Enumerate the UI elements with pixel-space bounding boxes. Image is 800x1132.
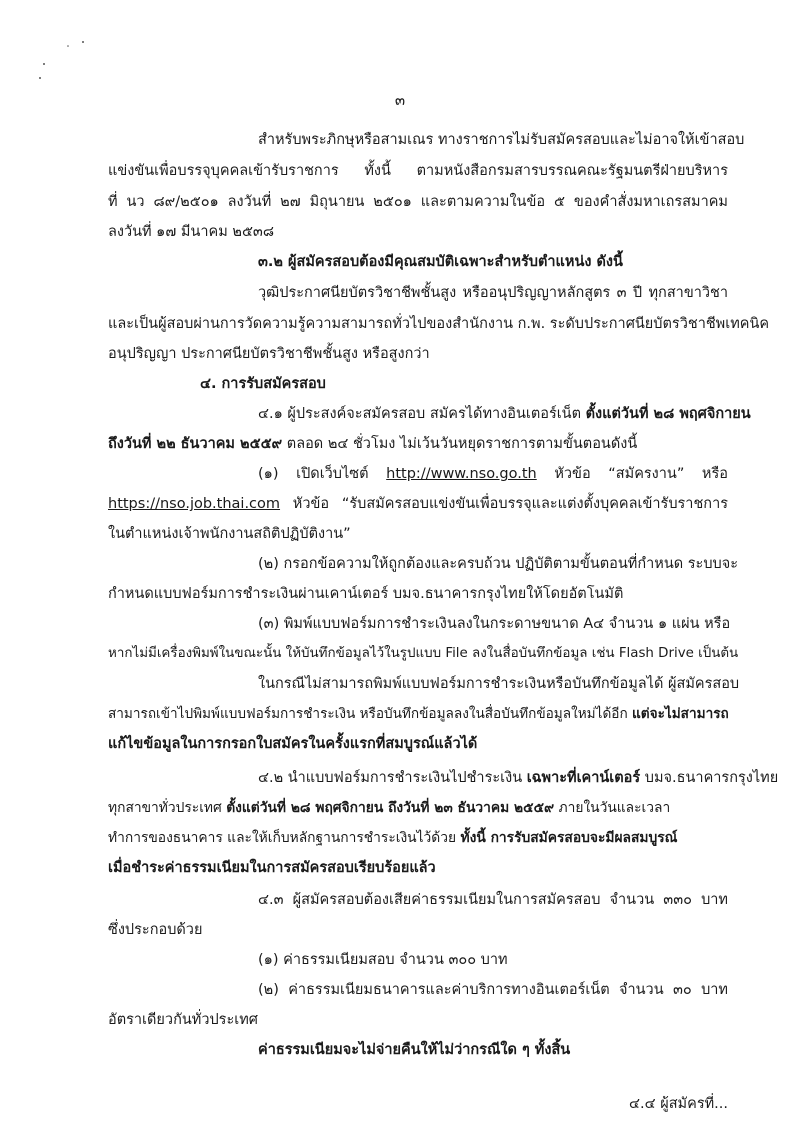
section-3-2-line-1: วุฒิประกาศนียบัตรวิชาชีพชั้นสูง หรืออนุปริญญาหลักสูตร ๓ ปี ทุกสาขาวิชา (258, 285, 728, 301)
nso-website-link[interactable]: http://www.nso.go.th (386, 466, 537, 482)
intro-line-4: ลงวันที่ ๑๗ มีนาคม ๒๕๓๘ (108, 224, 275, 240)
p41-line-1 (258, 404, 751, 424)
p41-step-1-line-3: ในตำแหน่งเจ้าพนักงานสถิติปฏิบัติงาน” (108, 526, 351, 542)
p41-step-1-line-1 (258, 464, 728, 484)
p43-line-2: ซึ่งประกอบด้วย (108, 922, 203, 938)
section-3-2-heading: ๓.๒ ผู้สมัครสอบต้องมีคุณสมบัติเฉพาะสำหรับตำแหน่ง ดังนี้ (258, 254, 623, 270)
p43-line-1: ๔.๓ ผู้สมัครสอบต้องเสียค่าธรรมเนียมในการสมัครสอบ จำนวน ๓๓๐ บาท (258, 892, 728, 908)
p42-line-1 (258, 768, 779, 788)
p43-fee-item-1: (๑) ค่าธรรมเนียมสอบ จำนวน ๓๐๐ บาท (258, 952, 508, 968)
p41-step-1-text: (๑) เปิดเว็บไซต์ (258, 466, 369, 482)
p42-condition: ทั้งนี้ การรับสมัครสอบจะมีผลสมบูรณ์ (460, 830, 678, 846)
p41-step-3-line-1: (๓) พิมพ์แบบฟอร์มการชำระเงินลงในกระดาษขนาด A๔ จำนวน ๑ แผ่น หรือ (258, 616, 731, 632)
p41-note-warning: แต่จะไม่สามารถ (632, 706, 729, 722)
nso-job-link[interactable]: https://nso.job.thai.com (108, 496, 281, 512)
intro-line-3: ที่ นว ๘๙/๒๕๐๑ ลงวันที่ ๒๗ มิถุนายน ๒๕๐๑ และตามความในข้อ ๕ ของคำสั่งมหาเถรสมาคม (108, 194, 728, 210)
p41-note-line-1: ในกรณีไม่สามารถพิมพ์แบบฟอร์มการชำระเงินหรือบันทึกข้อมูลได้ ผู้สมัครสอบ (258, 676, 740, 692)
p42-line-4: เมื่อชำระค่าธรรมเนียมในการสมัครสอบเรียบร้อยแล้ว (108, 860, 436, 876)
p41-step-2-line-2: กำหนดแบบฟอร์มการชำระเงินผ่านเคาน์เตอร์ บมจ.ธนาคารกรุงไทยให้โดยอัตโนมัติ (108, 586, 624, 602)
p42-line-2 (108, 798, 670, 818)
p41-line-1-text: ๔.๑ ผู้ประสงค์จะสมัครสอบ สมัครได้ทางอินเตอร์เน็ต (258, 406, 582, 422)
p41-step-1-line-2 (108, 494, 728, 514)
p42-text: ๔.๒ นำแบบฟอร์มการชำระเงินไปชำระเงิน (258, 770, 523, 786)
p41-note-line-3: แก้ไขข้อมูลในการกรอกใบสมัครในครั้งแรกที่สมบูรณ์แล้วได้ (108, 736, 478, 752)
section-3-2-line-2: และเป็นผู้สอบผ่านการวัดความรู้ความสามารถทั่วไปของสำนักงาน ก.พ. ระดับประกาศนียบัตรวิชาชีพเทคนิค (108, 316, 770, 332)
p42-payment-period: ตั้งแต่วันที่ ๒๘ พฤศจิกายน ถึงวันที่ ๒๓ ธันวาคม ๒๕๕๙ (226, 800, 555, 816)
p41-end-date: ถึงวันที่ ๒๒ ธันวาคม ๒๕๕๙ (108, 436, 283, 452)
p41-step-2-line-1: (๒) กรอกข้อความให้ถูกต้องและครบถ้วน ปฏิบัติตามขั้นตอนที่กำหนด ระบบจะ (258, 556, 739, 572)
p41-line-2-text: ตลอด ๒๔ ชั่วโมง ไม่เว้นวันหยุดราชการตามขั้นตอนดังนี้ (286, 436, 638, 452)
p43-line-5: อัตราเดียวกันทั่วประเทศ (108, 1012, 258, 1028)
section-3-2-line-3: อนุปริญญา ประกาศนียบัตรวิชาชีพชั้นสูง หรือสูงกว่า (108, 346, 430, 362)
p41-step-3-line-2: หากไม่มีเครื่องพิมพ์ในขณะนั้น ให้บันทึกข้อมูลไว้ในรูปแบบ File ลงในสื่อบันทึกข้อมูล เช่น Flash Drive เป็นต้น (108, 646, 739, 661)
p42-branches: ทุกสาขาทั่วประเทศ (108, 800, 222, 816)
p41-start-date: ตั้งแต่วันที่ ๒๘ พฤศจิกายน (585, 406, 751, 422)
p43-no-refund-note: ค่าธรรมเนียมจะไม่จ่ายคืนให้ไม่ว่ากรณีใด ๆ ทั้งสิ้น (258, 1042, 571, 1058)
p42-bank: บมจ.ธนาคารกรุงไทย (644, 770, 779, 786)
p42-hours: ภายในวันและเวลา (558, 800, 671, 816)
p41-note-text: สามารถเข้าไปพิมพ์แบบฟอร์มการชำระเงิน หรือบันทึกข้อมูลลงในสื่อบันทึกข้อมูลใหม่ได้อีก (108, 706, 628, 722)
section-4-heading: ๔. การรับสมัครสอบ (200, 376, 326, 392)
p41-note-line-2 (108, 704, 729, 724)
intro-line-1: สำหรับพระภิกษุหรือสามเณร ทางราชการไม่รับสมัครสอบและไม่อาจให้เข้าสอบ (258, 132, 745, 148)
p41-line-2 (108, 434, 637, 454)
p42-line-3 (108, 828, 677, 848)
continuation-footer: ๔.๔ ผู้สมัครที่... (629, 1096, 728, 1112)
p41-step-1-topic: หัวข้อ “สมัครงาน” หรือ (554, 466, 728, 482)
page-number: ๓ (394, 91, 406, 109)
intro-line-2: แข่งขันเพื่อบรรจุบุคคลเข้ารับราชการ ทั้งนี้ ตามหนังสือกรมสารบรรณคณะรัฐมนตรีฝ่ายบริหาร (108, 163, 728, 179)
p42-counter-only: เฉพาะที่เคาน์เตอร์ (526, 770, 641, 786)
p42-keep-receipt: ทำการของธนาคาร และให้เก็บหลักฐานการชำระเงินไว้ด้วย (108, 830, 457, 846)
p43-fee-item-2: (๒) ค่าธรรมเนียมธนาคารและค่าบริการทางอินเตอร์เน็ต จำนวน ๓๐ บาท (258, 982, 728, 998)
scan-specks (38, 40, 98, 80)
p41-step-1-topic-2: หัวข้อ “รับสมัครสอบแข่งขันเพื่อบรรจุและแต่งตั้งบุคคลเข้ารับราชการ (292, 496, 728, 512)
